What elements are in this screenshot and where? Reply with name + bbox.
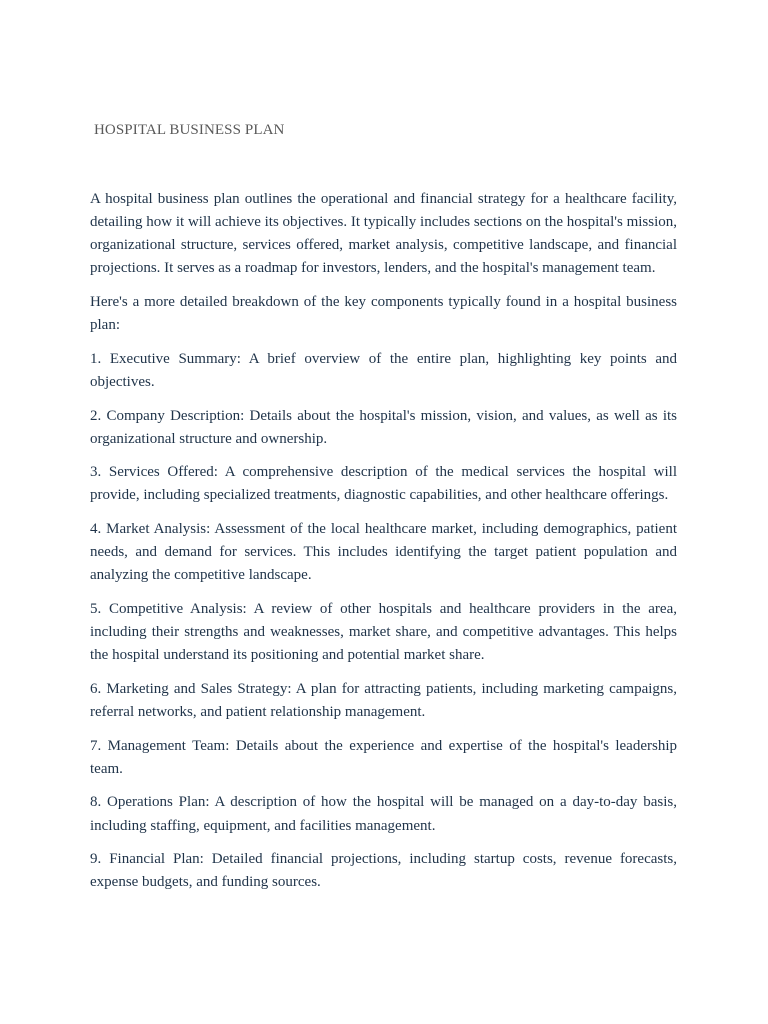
section-management-team: 7. Management Team: Details about the experience and expertise of the hospital's leadership team.	[90, 737, 677, 777]
lead-in-paragraph: Here's a more detailed breakdown of the key components typically found in a hospital business plan:	[90, 293, 677, 334]
section-company-description: 2. Company Description: Details about the hospital's mission, vision, and values, as well as its organizational structure and ownership.	[90, 407, 677, 447]
page-title: HOSPITAL BUSINESS PLAN	[94, 122, 285, 138]
section-operations-plan: 8. Operations Plan: A description of how the hospital will be managed on a day-to-day basis, including staffing, equipment, and facilities management.	[90, 794, 677, 834]
section-financial-plan: 9. Financial Plan: Detailed financial projections, including startup costs, revenue forecasts, expense budgets, and funding sources.	[90, 851, 677, 891]
section-services-offered: 3. Services Offered: A comprehensive description of the medical services the hospital will provide, including specialized treatments, diagnostic capabilities, and other healthcare offerings.	[90, 464, 677, 504]
section-executive-summary: 1. Executive Summary: A brief overview of the entire plan, highlighting key points and objectives.	[90, 350, 677, 390]
section-competitive-analysis: 5. Competitive Analysis: A review of other hospitals and healthcare providers in the area, including their strengths and weaknesses, market share, and competitive advantages. This helps the hospital understand its positioning and potential market share.	[90, 600, 677, 664]
intro-paragraph: A hospital business plan outlines the operational and financial strategy for a healthcare facility, detailing how it will achieve its objectives. It typically includes sections on the hospital's mission, organizational structure, services offered, market analysis, competitive landscape, and financial projections. It serves as a roadmap for investors, lenders, and the hospital's management team.	[90, 191, 677, 277]
document-body	[90, 188, 677, 905]
section-market-analysis: 4. Market Analysis: Assessment of the local healthcare market, including demographics, patient needs, and demand for services. This includes identifying the target patient population and analyzing the competitive landscape.	[90, 521, 677, 584]
section-marketing-sales: 6. Marketing and Sales Strategy: A plan for attracting patients, including marketing campaigns, referral networks, and patient relationship management.	[90, 680, 677, 720]
